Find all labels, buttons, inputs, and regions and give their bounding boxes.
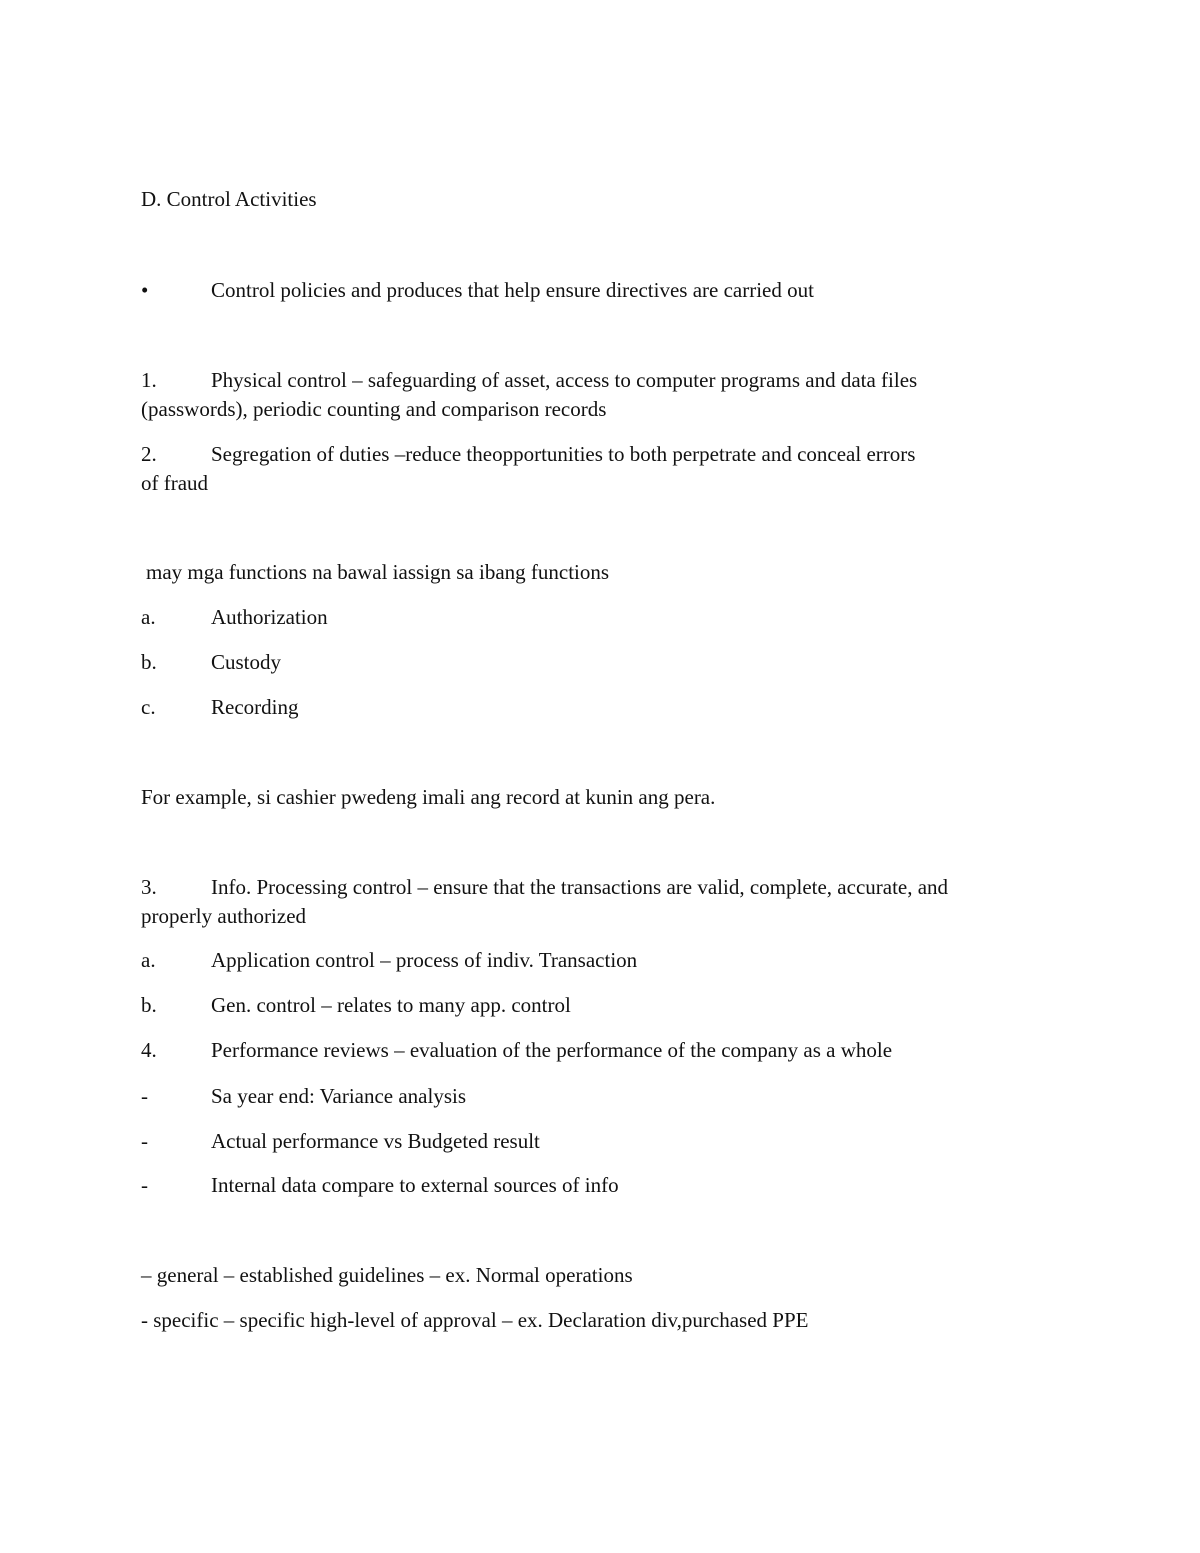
dash-item-actual-vs-budgeted	[141, 1127, 1059, 1156]
item-text-continuation: (passwords), periodic counting and comparison records	[141, 397, 607, 421]
note-text: may mga functions na bawal iassign sa ibang functions	[146, 560, 610, 584]
section-heading: D. Control Activities	[141, 187, 317, 211]
item-text: Segregation of duties –reduce theopportunities to both perpetrate and conceal errors	[211, 442, 916, 466]
general-authorization-text: – general – established guidelines – ex. Normal operations	[141, 1263, 633, 1287]
sub-item-text: Recording	[211, 695, 299, 719]
dash-marker: -	[141, 1129, 148, 1153]
item-number: 2.	[141, 442, 157, 466]
sub-item-text: Custody	[211, 650, 282, 674]
bullet-text: Control policies and produces that help ensure directives are carried out	[211, 278, 814, 302]
bullet-marker: •	[141, 278, 149, 302]
item-text: Info. Processing control – ensure that the transactions are valid, complete, accurate, and	[211, 875, 949, 899]
sub-item-letter: a.	[141, 948, 156, 972]
item-text-continuation: of fraud	[141, 471, 209, 495]
example-text: For example, si cashier pwedeng imali ang record at kunin ang pera.	[141, 785, 716, 809]
item-text: Performance reviews – evaluation of the performance of the company as a whole	[211, 1038, 893, 1062]
item-number: 1.	[141, 368, 157, 392]
sub-item-recording	[141, 693, 1059, 722]
list-item-info-processing-control	[141, 873, 1059, 902]
sub-item-letter: b.	[141, 993, 157, 1017]
sub-item-application-control	[141, 946, 1059, 975]
dash-item-variance-analysis	[141, 1082, 1059, 1111]
item-text-continuation: properly authorized	[141, 904, 307, 928]
dash-item-text: Internal data compare to external sources of info	[211, 1173, 619, 1197]
item-number: 4.	[141, 1038, 157, 1062]
sub-item-general-control	[141, 991, 1059, 1020]
sub-item-custody	[141, 648, 1059, 677]
sub-item-letter: a.	[141, 605, 156, 629]
item-text: Physical control – safeguarding of asset, access to computer programs and data files	[211, 368, 918, 392]
specific-authorization-text: - specific – specific high-level of approval – ex. Declaration div,purchased PPE	[141, 1308, 809, 1332]
sub-item-authorization	[141, 603, 1059, 632]
dash-item-internal-vs-external	[141, 1171, 1059, 1200]
sub-item-letter: b.	[141, 650, 157, 674]
list-item-segregation-of-duties	[141, 440, 1059, 469]
dash-item-text: Sa year end: Variance analysis	[211, 1084, 467, 1108]
item-number: 3.	[141, 875, 157, 899]
sub-item-text: Authorization	[211, 605, 328, 629]
sub-item-text: Application control – process of indiv. Transaction	[211, 948, 638, 972]
dash-marker: -	[141, 1084, 148, 1108]
list-item-performance-reviews	[141, 1036, 1059, 1065]
bullet-item	[141, 276, 1059, 305]
dash-item-text: Actual performance vs Budgeted result	[211, 1129, 540, 1153]
sub-item-letter: c.	[141, 695, 156, 719]
dash-marker: -	[141, 1173, 148, 1197]
list-item-physical-control	[141, 366, 1059, 395]
sub-item-text: Gen. control – relates to many app. control	[211, 993, 571, 1017]
